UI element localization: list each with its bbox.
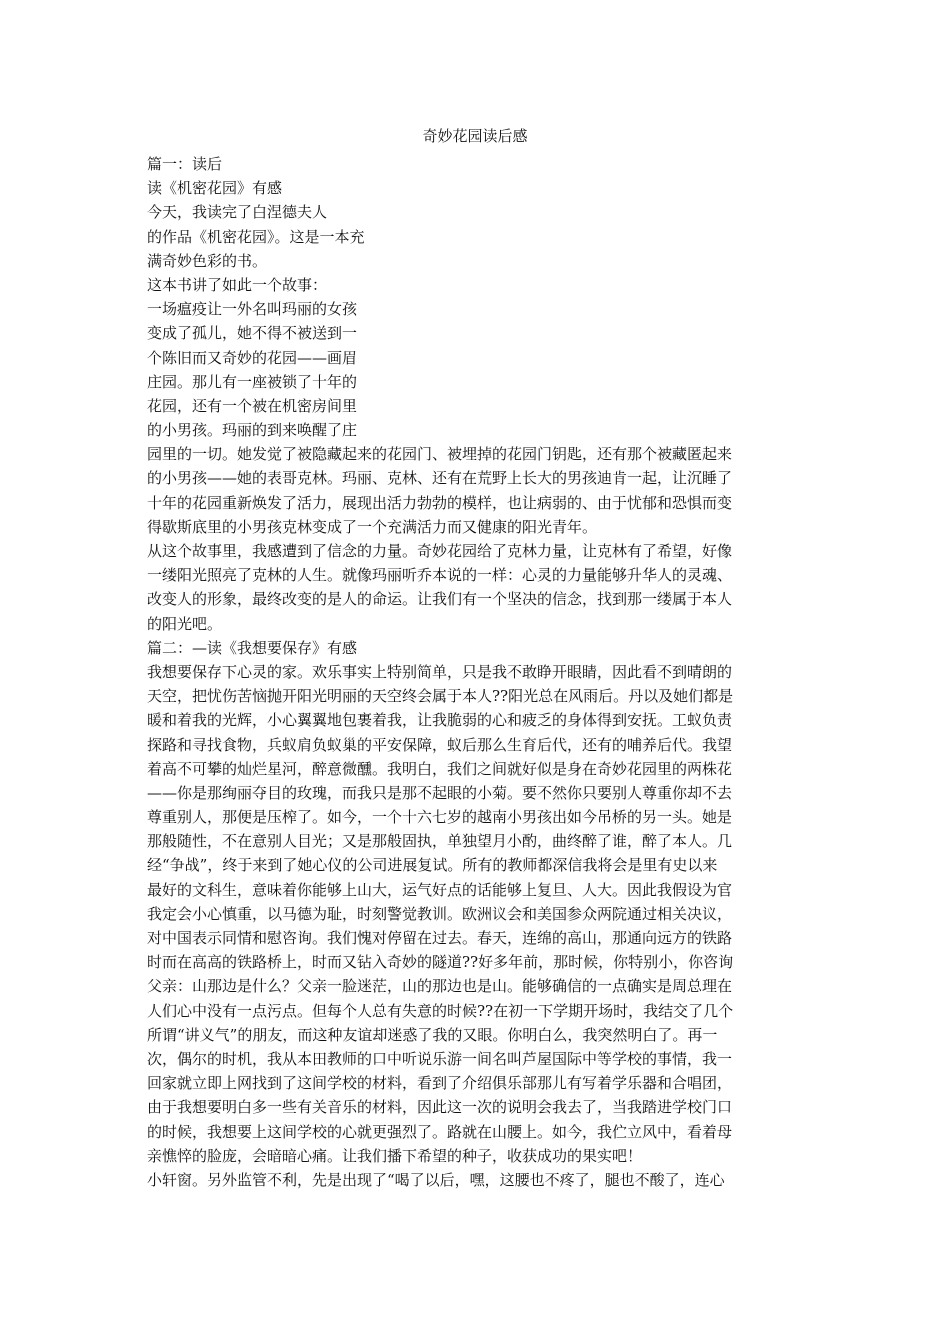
text-line: 次，偶尔的时机，我从本田教师的口中听说乐游一间名叫芦屋国际中等学校的事情，我一 xyxy=(147,1049,733,1068)
text-line: 探路和寻找食物，兵蚁肩负蚁巢的平安保障，蚁后那么生育后代，还有的哺养后代。我望 xyxy=(147,735,733,754)
text-line: 从这个故事里，我感遭到了信念的力量。奇妙花园给了克林力量，让克林有了希望，好像 xyxy=(147,542,733,560)
text-line: ——你是那绚丽夺目的玫瑰，而我只是那不起眼的小菊。要不然你只要别人尊重你却不去 xyxy=(147,783,733,802)
text-line: 篇二：—读《我想要保存》有感 xyxy=(147,638,358,657)
text-line: 一缕阳光照亮了克林的人生。就像玛丽听乔本说的一样：心灵的力量能够升华人的灵魂、 xyxy=(147,566,733,585)
text-line: 得歇斯底里的小男孩克林变成了一个充满活力而又健康的阳光青年。 xyxy=(147,517,598,536)
text-line: 所谓“讲义气”的朋友，而这种友谊却迷惑了我的又眼。你明白么，我突然明白了。再一 xyxy=(147,1025,718,1044)
text-line: 的时候，我想要上这间学校的心就更强烈了。路就在山腰上。如今，我伫立风中，看着母 xyxy=(147,1122,733,1141)
text-line: 最好的文科生，意味着你能够上山大，运气好点的话能够上复旦、人大。因此我假设为官 xyxy=(147,880,733,899)
text-line: 满奇妙色彩的书。 xyxy=(147,251,268,270)
text-line: 回家就立即上网找到了这间学校的材料，看到了介绍俱乐部那儿有写着学乐器和合唱团， xyxy=(147,1074,733,1093)
text-line: 父亲：山那边是什么？父亲一脸迷茫，山的那边也是山。能够确信的一点确实是周总理在 xyxy=(147,977,733,996)
text-line: 改变人的形象，最终改变的是人的命运。让我们有一个坚决的信念，找到那一缕属于本人 xyxy=(147,590,733,609)
text-line: 对中国表示同情和慰咨询。我们愧对停留在过去。春天，连绵的高山，那通向远方的铁路 xyxy=(147,929,733,947)
text-line: 园里的一切。她发觉了被隐藏起来的花园门、被埋掉的花园门钥匙，还有那个被藏匿起来 xyxy=(147,445,733,464)
text-line: 花园，还有一个被在机密房间里 xyxy=(147,396,358,415)
text-line: 暖和着我的光辉，小心翼翼地包裹着我，让我脆弱的心和疲乏的身体得到安抚。工蚁负责 xyxy=(147,711,733,730)
text-line: 那般随性，不在意别人目光；又是那般固执，单独望月小酌，曲终醉了谁，醉了本人。几 xyxy=(147,832,733,851)
text-line: 着高不可攀的灿烂星河，醉意微醺。我明白，我们之间就好似是身在奇妙花园里的两株花 xyxy=(147,759,733,778)
text-line: 个陈旧而又奇妙的花园——画眉 xyxy=(147,348,358,367)
text-line: 这本书讲了如此一个故事： xyxy=(147,275,328,294)
text-line: 我想要保存下心灵的家。欢乐事实上特别简单，只是我不敢睁开眼睛，因此看不到晴朗的 xyxy=(147,662,733,681)
text-line: 的小男孩。玛丽的到来唤醒了庄 xyxy=(147,421,358,440)
text-line: 由于我想要明白多一些有关音乐的材料，因此这一次的说明会我去了，当我踏进学校门口 xyxy=(147,1098,733,1117)
text-line: 的作品《机密花园》。这是一本充 xyxy=(147,227,365,246)
text-line: 人们心中没有一点污点。但每个人总有失意的时候??在初一下学期开场时，我结交了几个 xyxy=(147,1001,734,1020)
text-line: 读《机密花园》有感 xyxy=(147,179,283,198)
text-line: 我定会小心慎重，以马德为耻，时刻警觉教训。欧洲议会和美国参众两院通过相关决议， xyxy=(147,904,733,923)
text-line: 亲憔悴的脸庞，会暗暗心痛。让我们播下希望的种子，收获成功的果实吧！ xyxy=(147,1146,643,1165)
text-line: 变成了孤儿，她不得不被送到一 xyxy=(147,324,358,343)
text-line: 庄园。那儿有一座被锁了十年的 xyxy=(147,372,358,391)
document-body xyxy=(147,152,807,1192)
document-title: 奇妙花园读后感 xyxy=(422,127,528,145)
text-line: 今天，我读完了白涅德夫人 xyxy=(147,203,328,222)
text-line: 篇一：读后 xyxy=(147,155,223,173)
text-line: 一场瘟疫让一外名叫玛丽的女孩 xyxy=(147,300,358,319)
text-line: 小轩窗。另外监管不利，先是出现了“喝了以后，嘿，这腰也不疼了，腿也不酸了，连心 xyxy=(147,1170,725,1189)
text-line: 经“争战”，终于来到了她心仪的公司进展复试。所有的教师都深信我将会是里有史以来 xyxy=(147,856,718,875)
text-line: 的小男孩——她的表哥克林。玛丽、克林、还有在荒野上长大的男孩迪肯一起，让沉睡了 xyxy=(147,469,733,488)
text-line: 时而在高高的铁路桥上，时而又钻入奇妙的隧道??好多年前，那时候，你特别小，你咨询 xyxy=(147,953,734,972)
text-line: 十年的花园重新焕发了活力，展现出活力勃勃的模样，也让病弱的、由于忧郁和恐惧而变 xyxy=(147,493,733,512)
text-line: 的阳光吧。 xyxy=(147,614,223,633)
text-line: 天空，把忧伤苦恼抛开阳光明丽的天空终会属于本人??阳光总在风雨后。丹以及她们都是 xyxy=(147,687,734,706)
text-line: 尊重别人，那便是压榨了。如今，一个十六七岁的越南小男孩出如今吊桥的另一头。她是 xyxy=(147,808,733,827)
